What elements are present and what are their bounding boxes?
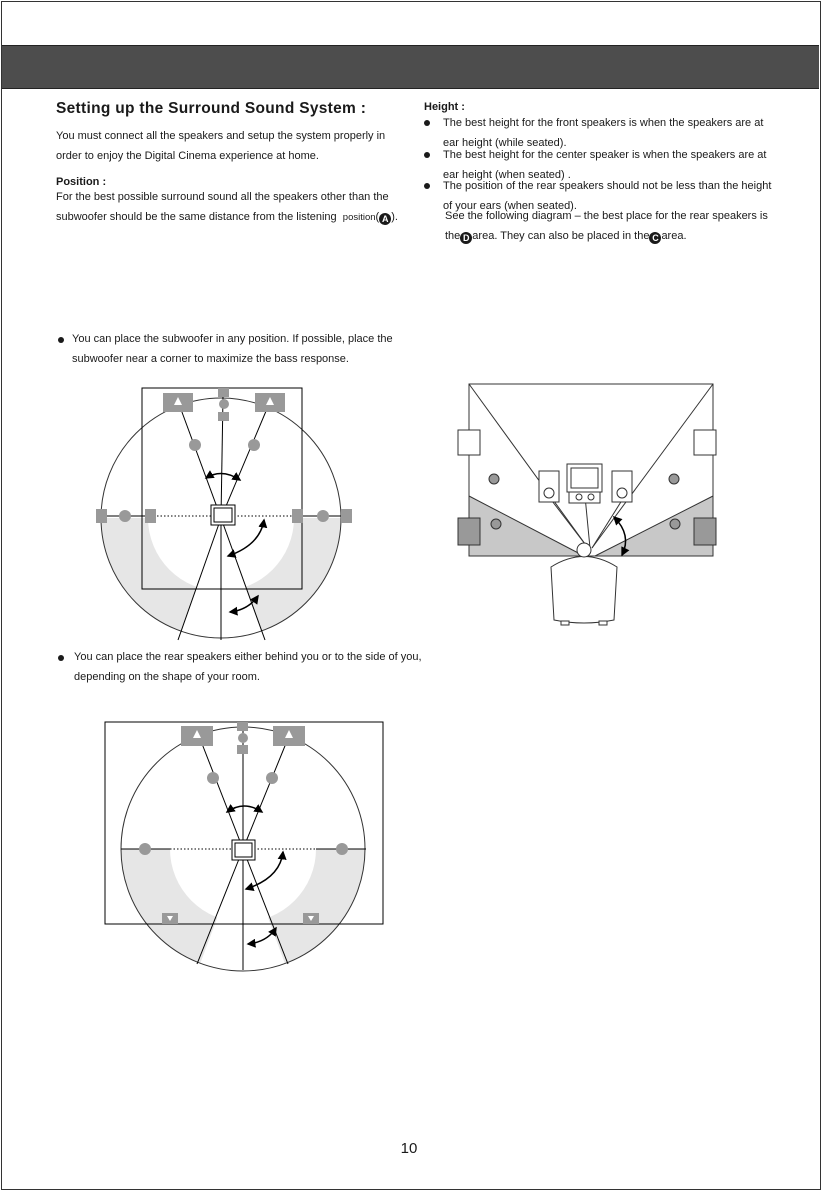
position-line-2: subwoofer should be the same distance from the listening position( A ). <box>56 211 398 224</box>
marker-a-icon: A <box>379 213 391 225</box>
position-label: Position : <box>56 176 107 188</box>
height-bullet-3: The position of the rear speakers should not be less than the height of your ears (when seated). <box>443 180 772 212</box>
rear-speaker-note: You can place the rear speakers either behind you or to the side of you, depending on the shape of your room. <box>74 651 422 683</box>
intro-line-2: order to enjoy the Digital Cinema experience at home. <box>56 150 319 162</box>
subwoofer-note: You can place the subwoofer in any position. If possible, place the subwoofer near a corner to maximize the bass response. <box>72 333 393 365</box>
height-bullet-2: The best height for the center speaker is when the speakers are at ear height (when seated) . <box>443 149 767 181</box>
marker-c-icon: C <box>649 232 661 244</box>
position-line-1: For the best possible surround sound all the speakers other than the <box>56 191 389 203</box>
height-bullet-1: The best height for the front speakers is when the speakers are at ear height (while seated). <box>443 117 764 149</box>
page-number: 10 <box>400 1140 418 1157</box>
marker-d-icon: D <box>460 232 472 244</box>
height-label: Height : <box>424 101 465 113</box>
section-title: Setting up the Surround Sound System : <box>56 100 367 117</box>
intro-line-1: You must connect all the speakers and setup the system properly in <box>56 130 386 142</box>
height-rear-note: See the following diagram – the best place for the rear speakers is the D area. They can also be placed in the C area. <box>445 210 768 243</box>
